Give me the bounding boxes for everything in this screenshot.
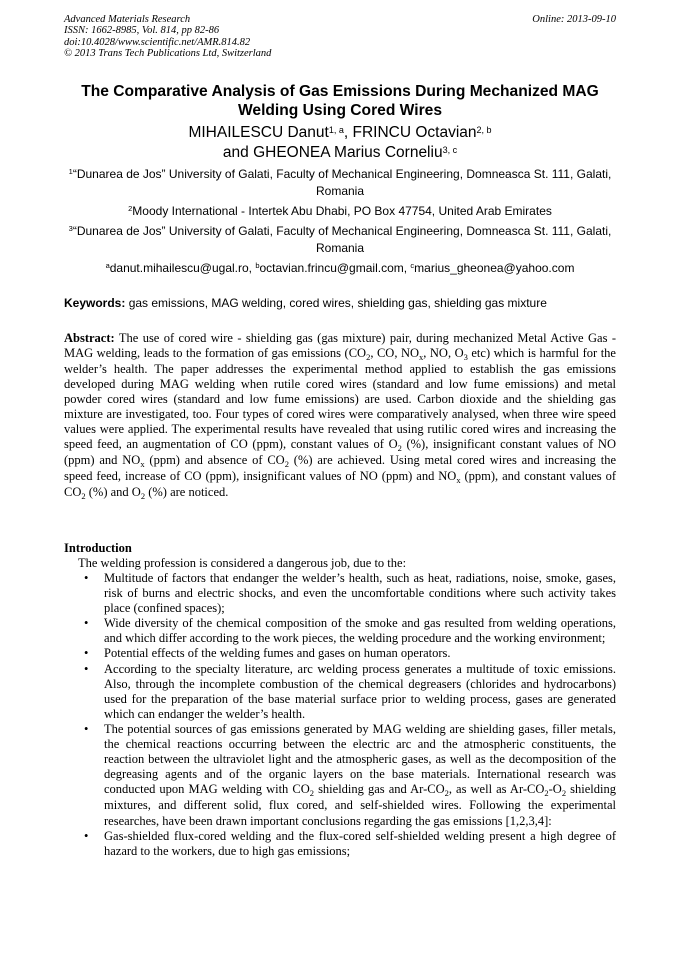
affiliation-1-sup: 1 (68, 167, 73, 176)
list-item (82, 571, 616, 616)
list-item-text: Wide diversity of the chemical composition of the smoke and gas resulted from welding operations, and which differ according to the work pieces, the welding procedure and the working environment; (104, 616, 616, 646)
title-line-2: Welding Using Cored Wires (237, 102, 443, 119)
email-b-sup: b (255, 261, 260, 270)
title-line-1: The Comparative Analysis of Gas Emissions During Mechanized MAG (81, 83, 599, 100)
bullet-icon: • (84, 646, 89, 661)
bullet-icon: • (84, 616, 89, 631)
doi: doi:10.4028/www.scientific.net/AMR.814.82 (64, 36, 251, 48)
abstract-label: Abstract: (64, 331, 115, 345)
subscript: 2 (544, 788, 549, 799)
list-item (82, 662, 616, 722)
email-line (64, 260, 616, 277)
bullet-icon: • (84, 661, 89, 676)
abstract-text: (ppm), and constant values of CO (64, 469, 616, 500)
abstract-text: etc) which is harmful for the welder’s health. The paper addresses the experimental method applied to establish the gas emissions developed during MAG welding when rutile cored wires (standard and low fume emissions) and metal powder cored wires (standard and low fume emissions) are used. Carbon dioxide and the shielding gas mixture are investigated, too. Four types of cored wires were comparatively analysed, when three wire speed values were applied. The experimental results have revealed that using rutilic cored wires and increasing the speed feed, an augmentation of CO (ppm), constant values of O (64, 346, 616, 452)
online-date: Online: 2013-09-10 (532, 14, 616, 25)
abstract-text: (%) are achieved. Using metal cored wires and increasing the speed feed, increase of CO (ppm), insignificant values of NO (ppm) and NO (64, 453, 617, 484)
abstract (64, 331, 616, 502)
abstract-text: (%) are noticed. (145, 485, 229, 500)
list-item (82, 646, 616, 661)
list-item-text: shielding gas and Ar-CO (314, 782, 445, 797)
abstract-text: The use of cored wire - shielding gas (gas mixture) pair, during mechanized Metal Active Gas - MAG welding, leads to the formation of gas emissions (CO (64, 331, 616, 361)
list-item-text: The potential sources of gas emissions generated by MAG welding are shielding gases, filler metals, the chemical reactions occurring between the electric arc and the atmospheric constituents, the reaction between the ultraviolet light and the atmospheric gases, as well as the decomposition of the degreasing agents and of the organic layers on the base materials. International research was conducted upon MAG welding with CO (104, 721, 616, 797)
intro-lead: The welding profession is considered a dangerous job, due to the: (78, 556, 407, 570)
subscript: 2 (140, 491, 146, 502)
subscript: 2 (309, 788, 314, 799)
subscript: x (419, 352, 424, 363)
affiliation-2-sup: 2 (128, 204, 133, 213)
email-a[interactable]: danut.mihailescu@ugal.ro, (109, 261, 256, 275)
author-2-sup: 2, b (476, 125, 492, 135)
author-1-sup: 1, a (328, 125, 344, 135)
email-c[interactable]: marius_gheonea@yahoo.com (414, 261, 575, 275)
author-separator: , (343, 124, 353, 141)
author-2: FRINCU Octavian (352, 124, 477, 141)
subscript: x (140, 459, 145, 470)
list-item (82, 616, 616, 646)
list-item-text: Multitude of factors that endanger the welder’s health, such as heat, radiations, noise, smoke, gases, risk of burns and electric shocks, and even the uncomfortable conditions where such activity takes place (confined spaces); (104, 571, 616, 616)
abstract-text: (ppm) and absence of CO (144, 453, 285, 468)
affiliation-3-sup: 3 (68, 224, 73, 233)
list-item-text: -O (548, 782, 562, 797)
author-list (64, 123, 616, 163)
keywords-text: gas emissions, MAG welding, cored wires, shielding gas, shielding gas mixture (125, 296, 547, 310)
bullet-icon: • (84, 571, 89, 585)
author-3: GHEONEA Marius Corneliu (253, 144, 443, 161)
affiliation-3 (64, 223, 616, 256)
subscript: 2 (81, 491, 86, 502)
journal-name: Advanced Materials Research (64, 14, 191, 25)
keywords (64, 295, 616, 311)
bullet-list (82, 571, 616, 859)
affiliation-3-text: “Dunarea de Jos” University of Galati, Faculty of Mechanical Engineering, Domneasca St. 111, Galati, Romania (72, 224, 612, 255)
section-heading-introduction: Introduction (64, 541, 132, 555)
affiliation-1 (64, 166, 616, 199)
list-item-text: Gas-shielded flux-cored welding and the flux-cored self-shielded welding present a high degree of hazard to the workers, due to high gas emissions; (104, 828, 616, 858)
subscript: 2 (284, 459, 289, 470)
bullet-icon: • (84, 828, 89, 843)
subscript: x (456, 475, 461, 486)
keywords-label: Keywords: (64, 296, 126, 310)
paper-title (64, 82, 616, 120)
email-b[interactable]: octavian.frincu@gmail.com, (259, 261, 411, 275)
bullet-icon: • (84, 721, 89, 736)
subscript: 3 (463, 352, 468, 363)
author-1: MIHAILESCU Danut (188, 124, 329, 141)
list-item-text: shielding mixtures, and different solid, flux cored, and self-shielded wires. Following the experimental researches, have been drawn important conclusions regarding the gas emissions [1,2,3,4]: (104, 782, 616, 828)
abstract-text: , CO, NO (370, 346, 420, 361)
subscript: 2 (366, 352, 371, 363)
list-item (82, 829, 616, 859)
author-3-prefix: and (222, 144, 254, 161)
author-3-sup: 3, c (442, 145, 458, 155)
list-item-text: , as well as Ar-CO (448, 782, 545, 797)
affiliation-1-text: “Dunarea de Jos” University of Galati, Faculty of Mechanical Engineering, Domneasca St. 111, Galati, Romania (72, 167, 612, 198)
affiliation-2-text: Moody International - Intertek Abu Dhabi, PO Box 47754, United Arab Emirates (132, 204, 552, 218)
abstract-text: (%), insignificant constant values of NO (ppm) and NO (64, 437, 616, 468)
affiliation-2 (64, 203, 616, 220)
abstract-text: (%) and O (85, 485, 141, 500)
list-item-text: Potential effects of the welding fumes and gases on human operators. (104, 646, 451, 661)
issn: ISSN: 1662-8985, Vol. 814, pp 82-86 (64, 25, 220, 37)
list-item-text: According to the specialty literature, arc welding process generates a multitude of toxic emissions. Also, through the incomplete combustion of the chemical degreasers (chlorides and hydrocarbons) used for the preparation of the base material surface prior to welding process, gases are generated which can endanger the welder’s health. (104, 661, 616, 721)
list-item (82, 722, 616, 829)
subscript: 2 (444, 788, 449, 799)
running-header (64, 14, 616, 60)
email-c-sup: c (410, 261, 415, 270)
copyright: © 2013 Trans Tech Publications Ltd, Switzerland (64, 48, 272, 60)
email-a-sup: a (105, 261, 110, 270)
subscript: 2 (397, 443, 402, 454)
subscript: 2 (561, 788, 567, 799)
abstract-text: , NO, O (423, 346, 464, 361)
